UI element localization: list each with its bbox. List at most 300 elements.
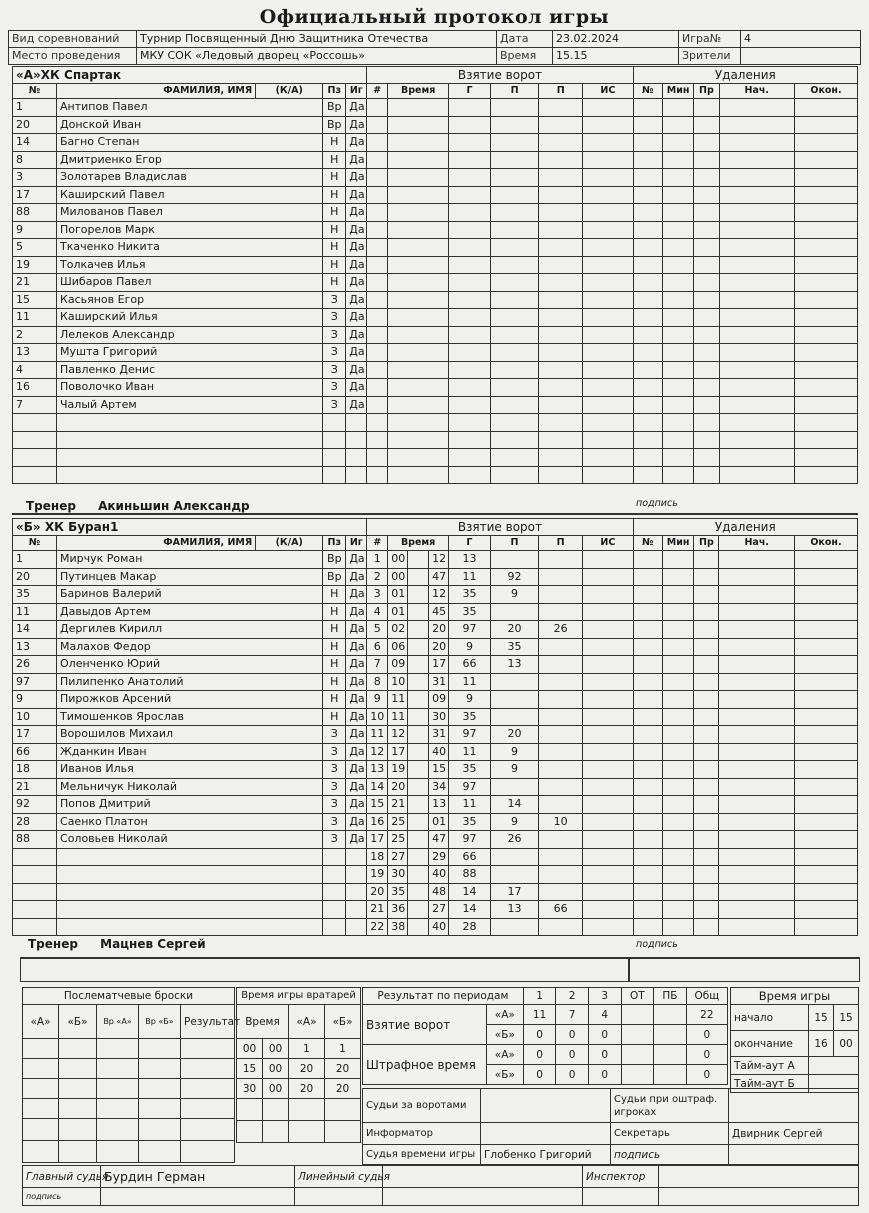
secretary-name: Двирник Сергей (729, 1123, 859, 1145)
player-position (323, 414, 346, 432)
goals-a-ot (621, 1005, 654, 1025)
goal-cell (449, 116, 491, 134)
penalty-cell (633, 396, 662, 414)
player-position: Н (323, 151, 346, 169)
player-position: З (323, 326, 346, 344)
player-position: Н (323, 169, 346, 187)
team-a-title: «А»ХК Спартак (13, 67, 367, 84)
goal-assist-1: 9 (490, 586, 538, 604)
penalty-cell (694, 134, 719, 152)
team-b-player-row (13, 831, 858, 849)
team-a-coach-name: Акиньшин Александр (98, 499, 250, 513)
goal-assist-1 (490, 673, 538, 691)
team-b-player-row (13, 551, 858, 569)
player-plays: Да (346, 656, 367, 674)
team-a-player-row (13, 396, 858, 414)
col-goal-time: Время (388, 84, 449, 99)
inspector-label: Инспектор (583, 1166, 659, 1188)
penalty-cell (794, 151, 857, 169)
penalty-cell (694, 586, 719, 604)
goal-assist-2: 26 (539, 621, 583, 639)
goal-assist-2 (539, 603, 583, 621)
goalie-col-b: «Б» (325, 1005, 361, 1039)
goal-cell (490, 414, 538, 432)
goalie-time-second: 00 (263, 1079, 289, 1099)
player-position (323, 431, 346, 449)
player-name: Погорелов Марк (57, 221, 323, 239)
goal-cell (388, 239, 449, 257)
goal-assist-1 (490, 603, 538, 621)
penalty-cell (794, 99, 857, 117)
penalty-cell (694, 726, 719, 744)
goal-cell (449, 186, 491, 204)
penalty-cell (719, 883, 794, 901)
penalty-cell (794, 883, 857, 901)
goal-cell (388, 169, 449, 187)
goal-assist-1: 13 (490, 901, 538, 919)
team-a-player-row (13, 449, 858, 467)
penalty-cell (633, 691, 662, 709)
penalty-cell (633, 116, 662, 134)
penalty-cell (719, 309, 794, 327)
goalie-b-number: 1 (325, 1039, 361, 1059)
penalty-cell (633, 431, 662, 449)
penalty-cell (662, 848, 693, 866)
penalty-cell (794, 586, 857, 604)
goal-scorer: 35 (449, 603, 491, 621)
player-position: З (323, 761, 346, 779)
penalty-cell (662, 309, 693, 327)
penalty-cell (794, 866, 857, 884)
player-number: 4 (13, 361, 57, 379)
goal-cell (583, 344, 633, 362)
col-position: Пз (323, 536, 346, 551)
goal-situation (583, 691, 633, 709)
player-plays: Да (346, 116, 367, 134)
goal-scorer: 35 (449, 761, 491, 779)
goal-number: 9 (367, 691, 388, 709)
player-number: 21 (13, 274, 57, 292)
penalty-cell (662, 116, 693, 134)
penalty-cell (719, 621, 794, 639)
penalty-cell (694, 414, 719, 432)
goal-number: 20 (367, 883, 388, 901)
penalty-cell (694, 656, 719, 674)
col-plays: Иг (346, 536, 367, 551)
penalty-cell (662, 866, 693, 884)
player-position: Н (323, 204, 346, 222)
penalty-cell (694, 256, 719, 274)
goal-assist-1: 35 (490, 638, 538, 656)
goal-cell (367, 396, 388, 414)
penalty-cell (794, 326, 857, 344)
goal-cell (539, 449, 583, 467)
shootout-header: ПБ (654, 988, 687, 1005)
penalty-cell (633, 134, 662, 152)
penalty-cell (662, 396, 693, 414)
goal-situation (583, 656, 633, 674)
player-name: Касьянов Егор (57, 291, 323, 309)
penalty-cell (662, 291, 693, 309)
player-plays (346, 414, 367, 432)
penalty-cell (719, 151, 794, 169)
player-plays: Да (346, 796, 367, 814)
goal-cell (449, 449, 491, 467)
penalty-cell (719, 204, 794, 222)
goal-situation (583, 568, 633, 586)
timeout-b-label: Тайм-аут Б (731, 1075, 809, 1093)
penalty-cell (794, 831, 857, 849)
col-pen-number: № (633, 536, 662, 551)
penalty-cell (662, 586, 693, 604)
penalty-cell (794, 691, 857, 709)
penalty-cell (794, 291, 857, 309)
penalty-cell (719, 274, 794, 292)
pen-a-p1: 0 (523, 1045, 556, 1065)
date-label: Дата (497, 31, 553, 48)
player-number: 88 (13, 204, 57, 222)
goal-cell (449, 134, 491, 152)
player-plays: Да (346, 256, 367, 274)
penalty-cell (794, 204, 857, 222)
goal-number: 22 (367, 918, 388, 936)
goal-second: 01 (429, 813, 449, 831)
penalty-row-label: Штрафное время (363, 1045, 487, 1085)
goal-cell (539, 151, 583, 169)
penalty-cell (719, 344, 794, 362)
penalty-cell (694, 221, 719, 239)
penalty-cell (633, 621, 662, 639)
goal-assist-1: 92 (490, 568, 538, 586)
goalie-time-second: 00 (263, 1039, 289, 1059)
penalty-cell (662, 883, 693, 901)
player-number: 18 (13, 761, 57, 779)
player-number: 8 (13, 151, 57, 169)
penalty-cell (794, 449, 857, 467)
goal-time-sep (408, 691, 429, 709)
goal-cell (367, 326, 388, 344)
penalty-cell (694, 691, 719, 709)
player-name: Иванов Илья (57, 761, 323, 779)
player-name (57, 431, 323, 449)
penalty-cell (633, 221, 662, 239)
penalty-cell (719, 449, 794, 467)
goal-assist-1: 13 (490, 656, 538, 674)
goal-cell (583, 186, 633, 204)
penalty-cell (794, 743, 857, 761)
team-b-bottom-divider (628, 957, 630, 981)
penalty-cell (633, 866, 662, 884)
goal-situation (583, 796, 633, 814)
date-value: 23.02.2024 (553, 31, 679, 48)
shootout-title: Послематчевые броски (23, 988, 235, 1005)
goals-team-a-label: «А» (486, 1005, 523, 1025)
player-position: Вр (323, 116, 346, 134)
goal-second: 12 (429, 586, 449, 604)
player-name: Багно Степан (57, 134, 323, 152)
referees-table (22, 1165, 859, 1206)
player-position: Н (323, 673, 346, 691)
penalty-cell (719, 691, 794, 709)
penalty-cell (719, 866, 794, 884)
player-name: Путинцев Макар (57, 568, 323, 586)
goal-cell (449, 396, 491, 414)
col-pen-start: Нач. (719, 84, 794, 99)
goal-cell (583, 239, 633, 257)
penalty-cell (794, 431, 857, 449)
goal-judges-label: Судьи за воротами (363, 1089, 481, 1123)
goal-cell (367, 204, 388, 222)
goal-cell (388, 186, 449, 204)
goals-a-total: 22 (686, 1005, 727, 1025)
penalty-cell (694, 568, 719, 586)
player-plays (346, 901, 367, 919)
goal-cell (583, 449, 633, 467)
player-plays: Да (346, 726, 367, 744)
player-name: Оленченко Юрий (57, 656, 323, 674)
goal-time-sep (408, 918, 429, 936)
goals-b-p3: 0 (588, 1025, 621, 1045)
goal-minute: 01 (388, 603, 408, 621)
goal-cell (583, 431, 633, 449)
penalty-cell (662, 656, 693, 674)
player-name: Жданкин Иван (57, 743, 323, 761)
goal-situation (583, 638, 633, 656)
goal-second: 27 (429, 901, 449, 919)
goal-assist-1 (490, 551, 538, 569)
goal-assist-1: 17 (490, 883, 538, 901)
penalty-cell (662, 466, 693, 484)
penalty-cell (794, 344, 857, 362)
team-b-player-row (13, 621, 858, 639)
team-b-player-row (13, 603, 858, 621)
penalty-cell (694, 151, 719, 169)
place-label: Место проведения (9, 48, 137, 65)
player-position: Вр (323, 551, 346, 569)
player-position: Н (323, 638, 346, 656)
goalie-time-table (236, 987, 361, 1143)
player-plays: Да (346, 621, 367, 639)
goal-cell (449, 379, 491, 397)
team-a-player-row (13, 291, 858, 309)
team-b-player-row (13, 568, 858, 586)
goal-time-sep (408, 673, 429, 691)
penalty-cell (662, 344, 693, 362)
penalty-cell (794, 656, 857, 674)
penalty-cell (794, 708, 857, 726)
goal-second: 20 (429, 638, 449, 656)
goal-second: 29 (429, 848, 449, 866)
goal-cell (539, 134, 583, 152)
team-a-player-row (13, 326, 858, 344)
team-a-player-row (13, 309, 858, 327)
player-position: Вр (323, 99, 346, 117)
overtime-header: ОТ (621, 988, 654, 1005)
goal-cell (367, 466, 388, 484)
col-goal-scorer: Г (449, 84, 491, 99)
goal-cell (583, 466, 633, 484)
goal-assist-1 (490, 708, 538, 726)
pen-b-p2: 0 (556, 1065, 589, 1085)
player-position: Н (323, 656, 346, 674)
goal-cell (367, 169, 388, 187)
player-plays: Да (346, 568, 367, 586)
goal-cell (583, 151, 633, 169)
goals-a-p3: 4 (588, 1005, 621, 1025)
goal-scorer: 9 (449, 638, 491, 656)
team-a-coach-label: Тренер (26, 499, 76, 513)
goal-time-sep (408, 586, 429, 604)
goal-cell (388, 449, 449, 467)
team-a-player-row (13, 204, 858, 222)
player-name: Дмитриенко Егор (57, 151, 323, 169)
player-number: 15 (13, 291, 57, 309)
penalty-cell (694, 866, 719, 884)
penalty-cell (633, 568, 662, 586)
penalty-cell (694, 761, 719, 779)
goal-scorer: 9 (449, 691, 491, 709)
penalty-cell (694, 778, 719, 796)
player-position: З (323, 778, 346, 796)
goal-minute: 09 (388, 656, 408, 674)
goalie-a-number: 1 (289, 1039, 325, 1059)
pen-a-pb (654, 1045, 687, 1065)
goal-cell (490, 361, 538, 379)
start-label: начало (731, 1005, 809, 1031)
penalty-cell (694, 431, 719, 449)
penalty-cell (662, 326, 693, 344)
penalty-cell (794, 274, 857, 292)
goal-second: 12 (429, 551, 449, 569)
team-b-player-row (13, 673, 858, 691)
team-a-section (12, 66, 858, 484)
team-a-penalties-title: Удаления (633, 67, 857, 84)
goalie-a-number: 20 (289, 1059, 325, 1079)
team-b-table (12, 518, 858, 936)
goal-cell (367, 221, 388, 239)
penalty-cell (662, 449, 693, 467)
player-position: Н (323, 186, 346, 204)
col-goal-number: # (367, 84, 388, 99)
goal-assist-2 (539, 586, 583, 604)
goal-scorer: 11 (449, 796, 491, 814)
goalie-col-a: «А» (289, 1005, 325, 1039)
goal-scorer: 35 (449, 813, 491, 831)
goal-situation (583, 813, 633, 831)
col-assist-2: П (539, 84, 583, 99)
goal-cell (388, 379, 449, 397)
penalty-cell (719, 831, 794, 849)
penalty-cell (633, 708, 662, 726)
player-number (13, 449, 57, 467)
penalty-cell (633, 673, 662, 691)
team-a-signature: подпись (636, 498, 678, 509)
player-number: 1 (13, 99, 57, 117)
penalty-cell (662, 134, 693, 152)
player-position: З (323, 831, 346, 849)
goal-cell (490, 239, 538, 257)
penalty-cell (662, 673, 693, 691)
penalty-cell (794, 813, 857, 831)
penalty-cell (694, 361, 719, 379)
penalty-cell (794, 568, 857, 586)
player-plays: Да (346, 221, 367, 239)
goal-assist-2 (539, 831, 583, 849)
goal-cell (583, 326, 633, 344)
team-b-coach (28, 937, 206, 951)
penalty-cell (794, 414, 857, 432)
player-position: З (323, 309, 346, 327)
penalty-cell (662, 186, 693, 204)
penalty-cell (633, 743, 662, 761)
goal-cell (367, 239, 388, 257)
player-name: Баринов Валерий (57, 586, 323, 604)
goal-scorer: 13 (449, 551, 491, 569)
goal-assist-1: 9 (490, 743, 538, 761)
player-name: Каширский Илья (57, 309, 323, 327)
goal-scorer: 14 (449, 883, 491, 901)
goal-scorer: 97 (449, 726, 491, 744)
penalty-cell (633, 586, 662, 604)
player-name: Дергилев Кирилл (57, 621, 323, 639)
goal-cell (539, 344, 583, 362)
goal-number: 18 (367, 848, 388, 866)
goal-number: 1 (367, 551, 388, 569)
start-hour: 15 (809, 1005, 834, 1031)
goal-cell (539, 326, 583, 344)
goals-b-pb (654, 1025, 687, 1045)
penalty-cell (694, 449, 719, 467)
goal-second: 31 (429, 673, 449, 691)
player-position: З (323, 291, 346, 309)
player-name: Мирчук Роман (57, 551, 323, 569)
penalty-cell (633, 551, 662, 569)
goal-scorer: 88 (449, 866, 491, 884)
goal-time-sep (408, 831, 429, 849)
goals-row-label: Взятие ворот (363, 1005, 487, 1045)
penalty-cell (794, 256, 857, 274)
col-plays: Иг (346, 84, 367, 99)
col-pen-minutes: Мин (662, 536, 693, 551)
goal-situation (583, 901, 633, 919)
chief-referee-label: Главный судья (23, 1166, 101, 1188)
goal-cell (539, 379, 583, 397)
penalty-cell (719, 568, 794, 586)
team-b-player-row (13, 918, 858, 936)
player-number (13, 414, 57, 432)
goal-cell (367, 291, 388, 309)
goal-assist-1 (490, 848, 538, 866)
goal-time-sep (408, 761, 429, 779)
penalty-cell (694, 883, 719, 901)
goal-assist-2 (539, 568, 583, 586)
goals-b-p2: 0 (556, 1025, 589, 1045)
goal-cell (388, 204, 449, 222)
goalie-time-minute: 15 (237, 1059, 263, 1079)
goal-cell (388, 116, 449, 134)
penalty-cell (719, 431, 794, 449)
goal-second: 40 (429, 743, 449, 761)
goals-b-total: 0 (686, 1025, 727, 1045)
goal-time-sep (408, 726, 429, 744)
goal-assist-2: 66 (539, 901, 583, 919)
goal-cell (367, 186, 388, 204)
goal-cell (449, 169, 491, 187)
goal-number: 3 (367, 586, 388, 604)
player-position: З (323, 743, 346, 761)
player-number (13, 901, 57, 919)
goal-assist-2 (539, 726, 583, 744)
